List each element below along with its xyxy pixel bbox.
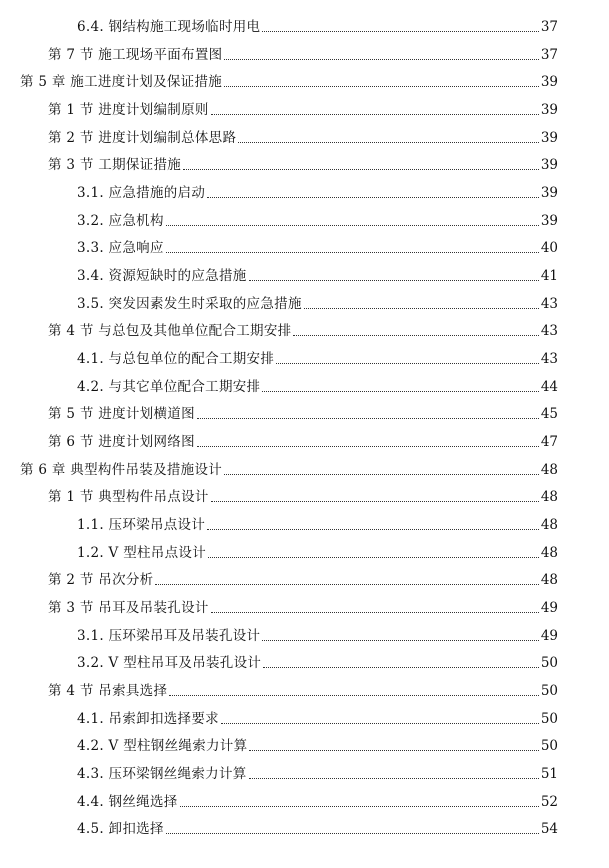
toc-dot-leader	[166, 225, 539, 226]
toc-entry-title: 第 1 节 典型构件吊点设计	[48, 489, 209, 506]
toc-entry-page-number: 49	[540, 600, 558, 617]
toc-entry-page-number: 41	[540, 268, 558, 284]
toc-entry-page-number: 48	[540, 461, 558, 478]
toc-entry[interactable]	[20, 69, 558, 91]
toc-entry-page-number: 51	[540, 766, 558, 783]
toc-entry-title: 1.2. V 型柱吊点设计	[77, 544, 206, 561]
toc-dot-leader	[249, 750, 538, 751]
toc-entry[interactable]	[77, 650, 558, 672]
toc-dot-leader	[262, 391, 538, 392]
toc-entry-page-number: 50	[540, 655, 558, 672]
toc-dot-leader	[166, 252, 539, 253]
toc-entry-title: 3.1. 压环梁吊耳及吊装孔设计	[77, 627, 261, 644]
toc-entry[interactable]	[77, 263, 558, 285]
toc-entry-page-number: 48	[540, 572, 558, 589]
toc-entry-title: 4.2. V 型柱钢丝绳索力计算	[77, 738, 248, 755]
toc-entry-title: 3.4. 资源短缺时的应急措施	[77, 268, 247, 284]
toc-entry[interactable]	[48, 678, 558, 700]
toc-entry-page-number: 47	[540, 434, 558, 451]
toc-dot-leader	[197, 418, 539, 419]
toc-entry[interactable]	[77, 346, 558, 368]
toc-entry[interactable]	[77, 816, 558, 838]
toc-dot-leader	[211, 501, 539, 502]
toc-entry-page-number: 52	[540, 793, 558, 810]
toc-entry-title: 第 4 节 与总包及其他单位配合工期安排	[48, 323, 292, 340]
toc-entry[interactable]	[48, 484, 558, 506]
toc-entry-page-number: 39	[540, 157, 558, 174]
toc-entry[interactable]	[77, 14, 558, 36]
toc-entry[interactable]	[77, 512, 558, 534]
toc-dot-leader	[183, 169, 539, 170]
toc-entry-title: 第 1 节 进度计划编制原则	[48, 102, 209, 118]
toc-entry[interactable]	[77, 374, 558, 396]
toc-dot-leader	[208, 557, 539, 558]
toc-dot-leader	[293, 335, 538, 336]
toc-entry-page-number: 39	[540, 74, 558, 91]
toc-entry[interactable]	[77, 180, 558, 202]
toc-entry[interactable]	[48, 595, 558, 617]
toc-entry-title: 第 5 章 施工进度计划及保证措施	[20, 74, 223, 91]
toc-entry-page-number: 37	[540, 46, 558, 63]
toc-entry-page-number: 39	[540, 129, 558, 146]
toc-dot-leader	[224, 474, 539, 475]
toc-dot-leader	[169, 695, 539, 696]
toc-entry-page-number: 39	[540, 212, 558, 229]
toc-entry-page-number: 48	[540, 517, 558, 534]
toc-entry-page-number: 43	[540, 295, 558, 312]
toc-dot-leader	[304, 308, 539, 309]
toc-entry-page-number: 50	[540, 710, 558, 727]
toc-entry-page-number: 50	[540, 738, 558, 755]
toc-dot-leader	[276, 363, 539, 364]
toc-entry-title: 4.2. 与其它单位配合工期安排	[77, 378, 261, 395]
toc-entry[interactable]	[48, 401, 558, 423]
toc-entry[interactable]	[48, 318, 558, 340]
toc-entry[interactable]	[20, 457, 558, 479]
toc-entry-title: 4.3. 压环梁钢丝绳索力计算	[77, 766, 247, 783]
toc-entry[interactable]	[77, 540, 558, 562]
toc-entry[interactable]	[48, 125, 558, 147]
toc-dot-leader	[262, 640, 538, 641]
toc-dot-leader	[221, 723, 539, 724]
toc-dot-leader	[207, 197, 539, 198]
toc-entry-title: 3.1. 应急措施的启动	[77, 185, 206, 201]
toc-entry-title: 第 2 节 进度计划编制总体思路	[48, 129, 237, 146]
toc-entry[interactable]	[77, 706, 558, 728]
toc-entry-page-number: 50	[540, 683, 558, 700]
toc-entry-title: 第 2 节 吊次分析	[48, 572, 154, 589]
toc-entry-page-number: 48	[540, 544, 558, 561]
toc-entry-title: 3.2. 应急机构	[77, 212, 164, 229]
toc-entry-title: 4.5. 卸扣选择	[77, 821, 164, 838]
toc-entry-title: 4.1. 与总包单位的配合工期安排	[77, 351, 275, 367]
toc-dot-leader	[211, 612, 539, 613]
toc-entry-page-number: 54	[540, 821, 558, 838]
toc-entry-title: 3.2. V 型柱吊耳及吊装孔设计	[77, 655, 262, 672]
toc-entry[interactable]	[48, 567, 558, 589]
toc-entry-title: 第 7 节 施工现场平面布置图	[48, 46, 223, 63]
toc-dot-leader	[238, 142, 539, 143]
toc-entry[interactable]	[77, 291, 558, 313]
toc-entry-title: 6.4. 钢结构施工现场临时用电	[77, 19, 261, 35]
toc-entry[interactable]	[77, 761, 558, 783]
toc-entry[interactable]	[77, 235, 558, 257]
toc-entry-page-number: 43	[540, 351, 558, 367]
toc-entry[interactable]	[77, 733, 558, 755]
toc-dot-leader	[224, 59, 538, 60]
toc-entry-title: 第 6 节 进度计划网络图	[48, 434, 195, 451]
toc-entry[interactable]	[77, 208, 558, 230]
toc-dot-leader	[263, 667, 539, 668]
toc-entry-page-number: 39	[540, 102, 558, 118]
toc-dot-leader	[197, 446, 539, 447]
toc-entry-title: 第 6 章 典型构件吊装及措施设计	[20, 461, 223, 478]
toc-entry-page-number: 39	[540, 185, 558, 201]
toc-entry[interactable]	[77, 623, 558, 645]
toc-dot-leader	[180, 806, 539, 807]
toc-dot-leader	[249, 280, 539, 281]
toc-entry[interactable]	[48, 42, 558, 64]
toc-entry[interactable]	[48, 429, 558, 451]
toc-entry-title: 4.4. 钢丝绳选择	[77, 793, 178, 810]
toc-entry-title: 第 4 节 吊索具选择	[48, 683, 168, 700]
toc-entry-title: 第 5 节 进度计划横道图	[48, 406, 195, 423]
toc-dot-leader	[262, 31, 538, 32]
toc-entry-page-number: 40	[540, 240, 558, 257]
toc-entry-page-number: 49	[540, 627, 558, 644]
toc-entry-page-number: 45	[540, 406, 558, 423]
toc-entry-title: 4.1. 吊索卸扣选择要求	[77, 710, 219, 727]
toc-entry-page-number: 43	[540, 323, 558, 340]
toc-entry-page-number: 37	[540, 19, 558, 35]
toc-entry-title: 3.3. 应急响应	[77, 240, 164, 257]
toc-entry-title: 1.1. 压环梁吊点设计	[77, 517, 206, 534]
toc-entry-page-number: 44	[540, 378, 558, 395]
toc-entry[interactable]	[48, 152, 558, 174]
toc-dot-leader	[155, 584, 538, 585]
toc-dot-leader	[211, 114, 539, 115]
toc-entry-title: 3.5. 突发因素发生时采取的应急措施	[77, 295, 302, 312]
toc-entry[interactable]	[77, 789, 558, 811]
toc-entry[interactable]	[48, 97, 558, 119]
toc-entry-title: 第 3 节 工期保证措施	[48, 157, 182, 174]
toc-dot-leader	[207, 529, 539, 530]
toc-dot-leader	[166, 833, 539, 834]
toc-dot-leader	[224, 86, 539, 87]
toc-dot-leader	[249, 778, 539, 779]
toc-entry-page-number: 48	[540, 489, 558, 506]
toc-entry-title: 第 3 节 吊耳及吊装孔设计	[48, 600, 209, 617]
